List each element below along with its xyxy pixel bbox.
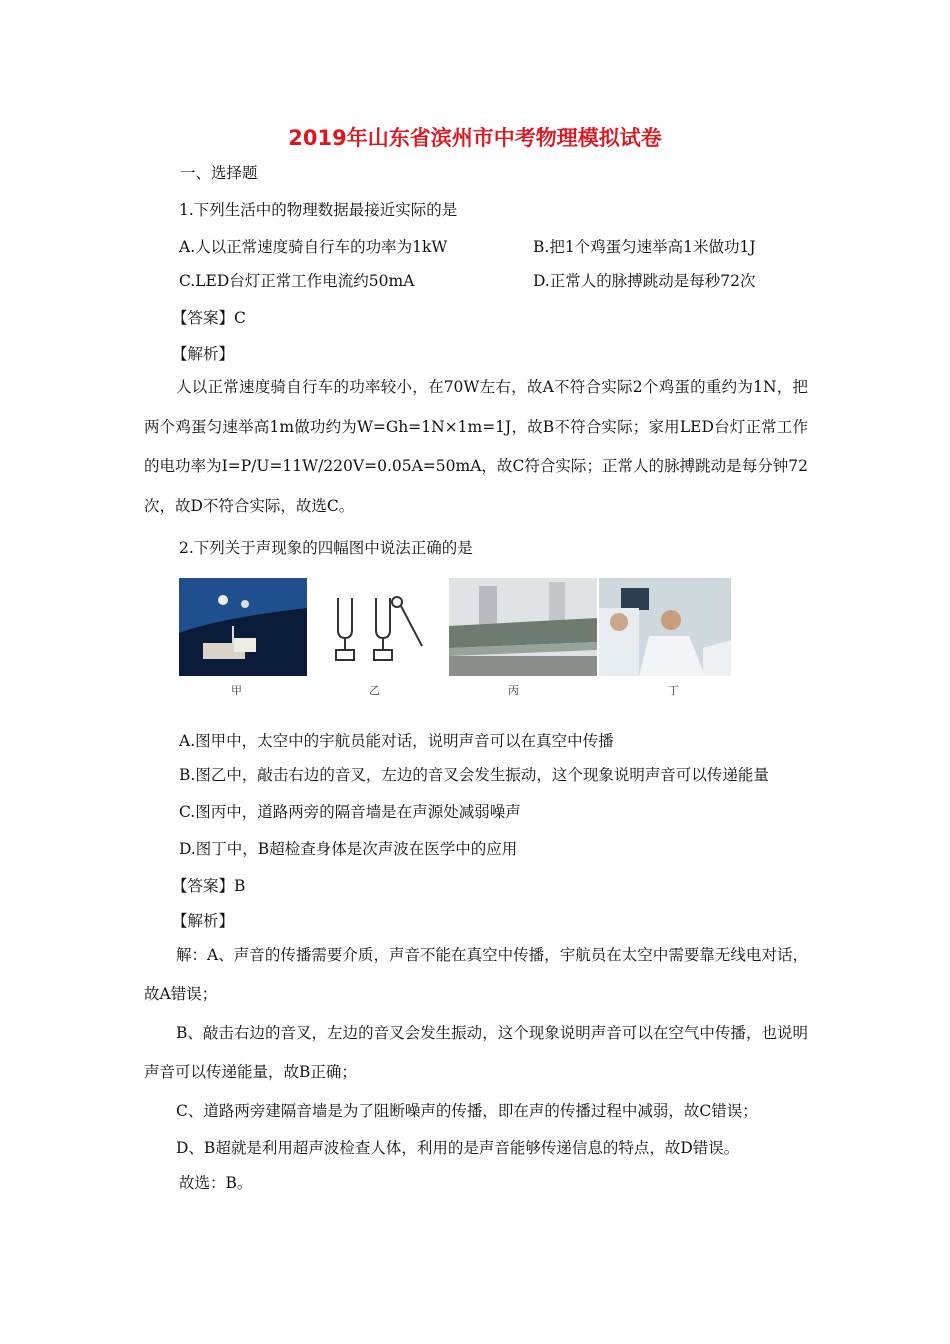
q1-stem: 1.下列生活中的物理数据最接近实际的是 — [179, 201, 458, 219]
q1-analysis: 人以正常速度骑自行车的功率较小，在70W左右，故A不符合实际2个鸡蛋的重约为1N，把两个鸡蛋匀速举高1m做功约为W=Gh=1N×1m=1J，故B不符合实际；家用LED台灯正常工作的电功率为I=P/U=11W/220V=0.05A=50mA，故C符合实际；正常人的脉搏跳动是每分钟72次，故D不符合实际，故选C。 — [144, 378, 808, 515]
q2-option-b: B.图乙中，敲击右边的音叉，左边的音叉会发生振动，这个现象说明声音可以传递能量 — [179, 766, 769, 784]
figure-caption-jia: 甲 — [231, 684, 242, 697]
q2-analysis-d: D、B超就是利用超声波检查人体，利用的是声音能够传递信息的特点，故D错误。 — [176, 1139, 740, 1157]
page-title: 2019年山东省滨州市中考物理模拟试卷 — [288, 126, 662, 150]
figure-tuning-forks — [324, 578, 432, 676]
q1-answer: 【答案】C — [172, 309, 246, 327]
q2-option-c: C.图丙中，道路两旁的隔音墙是在声源处减弱噪声 — [179, 803, 521, 821]
q2-option-a: A.图甲中，太空中的宇航员能对话，说明声音可以在真空中传播 — [179, 732, 614, 750]
q1-option-d: D.正常人的脉搏跳动是每秒72次 — [533, 272, 756, 290]
q1-analysis-label: 【解析】 — [172, 345, 235, 363]
q1-option-b: B.把1个鸡蛋匀速举高1米做功1J — [533, 238, 756, 256]
q2-option-d: D.图丁中，B超检查身体是次声波在医学中的应用 — [179, 840, 518, 858]
q2-conclusion: 故选：B。 — [179, 1174, 253, 1192]
figure-caption-ding: 丁 — [668, 684, 679, 697]
q2-figures — [179, 578, 731, 698]
figure-astronaut-image — [179, 578, 307, 676]
q2-analysis-label: 【解析】 — [172, 912, 235, 930]
q1-option-c: C.LED台灯正常工作电流约50mA — [179, 272, 415, 290]
figure-ultrasound-exam — [599, 578, 731, 676]
section-heading: 一、选择题 — [180, 164, 258, 182]
figure-caption-yi: 乙 — [369, 684, 380, 697]
q2-analysis-a: 解：A、声音的传播需要介质，声音不能在真空中传播，宇航员在太空中需要靠无线电对话，故A错误； — [144, 946, 808, 1003]
q2-analysis-c: C、道路两旁建隔音墙是为了阻断噪声的传播，即在声的传播过程中减弱，故C错误； — [176, 1102, 758, 1120]
figure-sound-barrier-road — [449, 578, 597, 676]
q1-option-a: A.人以正常速度骑自行车的功率为1kW — [179, 238, 448, 256]
q2-answer: 【答案】B — [172, 877, 246, 895]
q2-stem: 2.下列关于声现象的四幅图中说法正确的是 — [179, 539, 473, 557]
figure-caption-bing: 丙 — [508, 684, 519, 697]
q2-analysis-b: B、敲击右边的音叉，左边的音叉会发生振动，这个现象说明声音可以在空气中传播，也说明声音可以传递能量，故B正确； — [144, 1024, 808, 1081]
